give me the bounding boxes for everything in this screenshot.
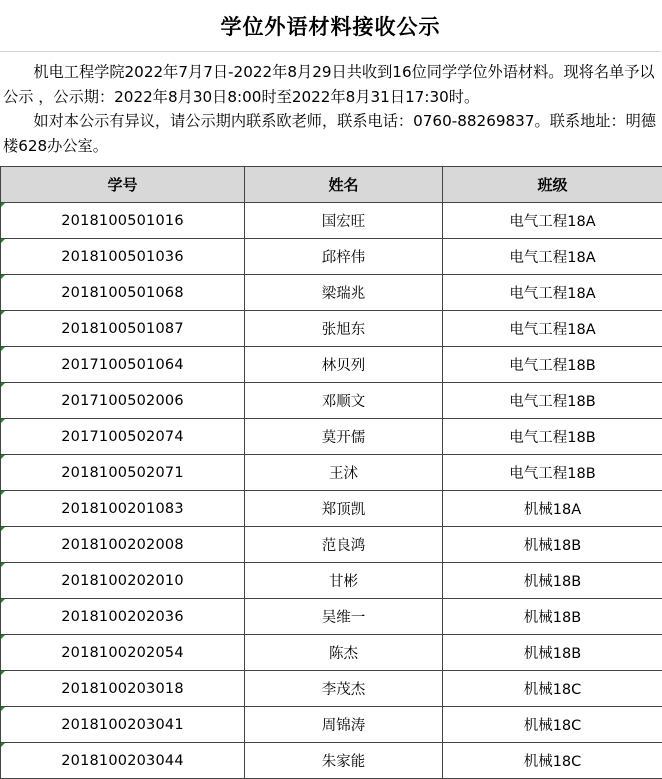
header-name[interactable]: 姓名 (245, 167, 443, 203)
cell-indicator-icon (1, 491, 5, 495)
cell-name[interactable]: 周锦涛 (245, 707, 443, 743)
cell-name[interactable]: 吴维一 (245, 599, 443, 635)
cell-student-id[interactable]: 2017100501064 (1, 347, 245, 383)
cell-indicator-icon (1, 743, 5, 747)
cell-student-id[interactable]: 2018100203041 (1, 707, 245, 743)
cell-name[interactable]: 林贝列 (245, 347, 443, 383)
cell-class[interactable]: 机械18B (443, 635, 662, 671)
cell-class[interactable]: 电气工程18B (443, 455, 662, 491)
table-row (1, 671, 662, 707)
student-table (0, 166, 662, 779)
cell-student-id[interactable]: 2018100202036 (1, 599, 245, 635)
cell-indicator-icon (1, 347, 5, 351)
notice-paragraph-1: 机电工程学院2022年7月7日-2022年8月29日共收到16位同学学位外语材料。现将名单予以公示 ，公示期：2022年8月30日8:00时至2022年8月31日17:30时。 (3, 63, 655, 106)
cell-student-id[interactable]: 2018100501036 (1, 239, 245, 275)
cell-indicator-icon (1, 671, 5, 675)
cell-class[interactable]: 电气工程18A (443, 275, 662, 311)
notice-paragraph-2: 如对本公示有异议，请公示期内联系欧老师，联系电话：0760-88269837。联系地址：明德楼628办公室。 (3, 112, 657, 155)
cell-name[interactable]: 国宏旺 (245, 203, 443, 239)
table-row (1, 275, 662, 311)
cell-name[interactable]: 李茂杰 (245, 671, 443, 707)
cell-class[interactable]: 电气工程18A (443, 203, 662, 239)
cell-name[interactable]: 梁瑞兆 (245, 275, 443, 311)
table-row (1, 635, 662, 671)
cell-class[interactable]: 机械18B (443, 599, 662, 635)
table-row (1, 311, 662, 347)
cell-student-id[interactable]: 2018100502071 (1, 455, 245, 491)
page-title: 学位外语材料接收公示 (220, 13, 441, 39)
table-row (1, 491, 662, 527)
cell-class[interactable]: 机械18C (443, 671, 662, 707)
cell-class[interactable]: 机械18A (443, 491, 662, 527)
cell-indicator-icon (1, 455, 5, 459)
cell-student-id[interactable]: 2018100501068 (1, 275, 245, 311)
cell-class[interactable]: 机械18B (443, 527, 662, 563)
table-row (1, 563, 662, 599)
table-body (1, 203, 662, 779)
title-cell[interactable] (0, 0, 661, 52)
table-header-row (1, 167, 662, 203)
notice-text[interactable] (3, 60, 659, 158)
cell-name[interactable]: 陈杰 (245, 635, 443, 671)
cell-indicator-icon (1, 311, 5, 315)
table-row (1, 707, 662, 743)
cell-indicator-icon (1, 239, 5, 243)
cell-name[interactable]: 莫开儒 (245, 419, 443, 455)
table-row (1, 203, 662, 239)
cell-name[interactable]: 王沭 (245, 455, 443, 491)
cell-indicator-icon (1, 383, 5, 387)
cell-class[interactable]: 电气工程18A (443, 311, 662, 347)
cell-name[interactable]: 郑顶凯 (245, 491, 443, 527)
table-row (1, 599, 662, 635)
cell-student-id[interactable]: 2018100202008 (1, 527, 245, 563)
cell-student-id[interactable]: 2018100202010 (1, 563, 245, 599)
cell-class[interactable]: 机械18C (443, 743, 662, 779)
cell-class[interactable]: 机械18B (443, 563, 662, 599)
cell-student-id[interactable]: 2017100502006 (1, 383, 245, 419)
cell-student-id[interactable]: 2018100202054 (1, 635, 245, 671)
table-row (1, 383, 662, 419)
cell-name[interactable]: 邱梓伟 (245, 239, 443, 275)
cell-indicator-icon (1, 563, 5, 567)
cell-indicator-icon (1, 527, 5, 531)
table-row (1, 455, 662, 491)
cell-indicator-icon (1, 635, 5, 639)
cell-indicator-icon (1, 275, 5, 279)
cell-student-id[interactable]: 2018100203044 (1, 743, 245, 779)
cell-indicator-icon (1, 707, 5, 711)
cell-class[interactable]: 电气工程18B (443, 383, 662, 419)
cell-class[interactable]: 电气工程18A (443, 239, 662, 275)
cell-class[interactable]: 电气工程18B (443, 419, 662, 455)
cell-name[interactable]: 甘彬 (245, 563, 443, 599)
cell-indicator-icon (1, 599, 5, 603)
cell-name[interactable]: 范良鸿 (245, 527, 443, 563)
cell-name[interactable]: 邓顺文 (245, 383, 443, 419)
cell-student-id[interactable]: 2018100201083 (1, 491, 245, 527)
cell-student-id[interactable]: 2017100502074 (1, 419, 245, 455)
cell-name[interactable]: 朱家能 (245, 743, 443, 779)
header-student-id[interactable]: 学号 (1, 167, 245, 203)
table-row (1, 527, 662, 563)
cell-class[interactable]: 机械18C (443, 707, 662, 743)
cell-student-id[interactable]: 2018100501016 (1, 203, 245, 239)
cell-indicator-icon (1, 419, 5, 423)
table-row (1, 743, 662, 779)
cell-indicator-icon (1, 203, 5, 207)
table-row (1, 419, 662, 455)
table-row (1, 239, 662, 275)
cell-name[interactable]: 张旭东 (245, 311, 443, 347)
header-class[interactable]: 班级 (443, 167, 662, 203)
table-row (1, 347, 662, 383)
cell-student-id[interactable]: 2018100203018 (1, 671, 245, 707)
cell-student-id[interactable]: 2018100501087 (1, 311, 245, 347)
cell-class[interactable]: 电气工程18B (443, 347, 662, 383)
